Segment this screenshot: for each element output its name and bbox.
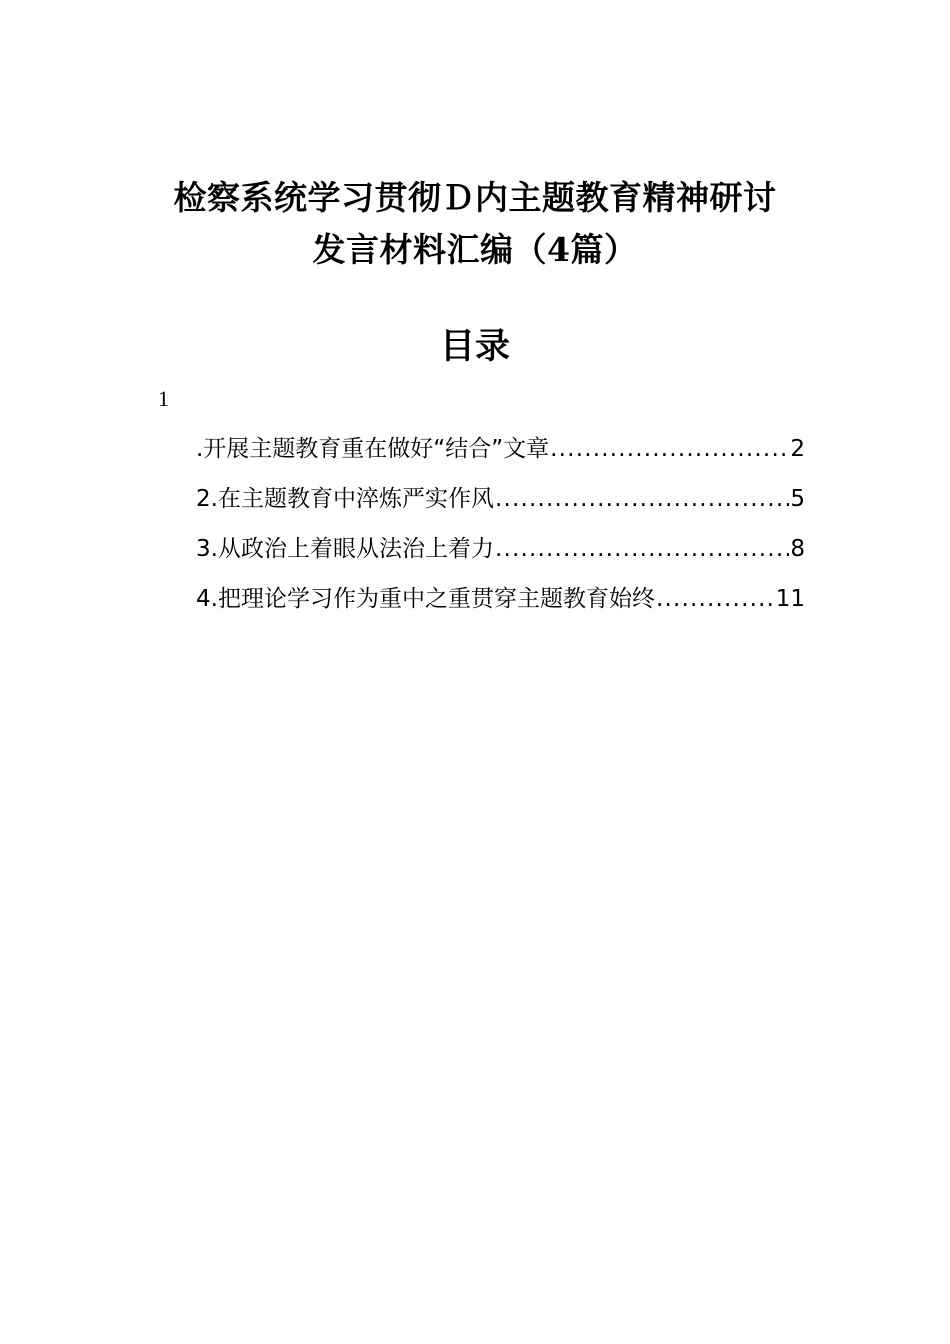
toc-dot-leader (495, 528, 789, 570)
document-title-line-2: 发言材料汇编（4篇） (312, 230, 638, 269)
toc-entry-page: 5 (790, 486, 805, 512)
table-of-contents-heading: 目录 (439, 326, 510, 367)
toc-entry[interactable] (196, 478, 805, 528)
toc-entry[interactable] (196, 528, 805, 578)
toc-dot-leader (656, 578, 775, 620)
toc-entry-title: 4.把理论学习作为重中之重贯穿主题教育始终 (196, 586, 655, 612)
toc-entry-page: 2 (790, 436, 805, 462)
toc-dot-leader (495, 478, 789, 520)
toc-entry-page: 11 (775, 586, 805, 612)
table-of-contents (196, 428, 805, 628)
stray-list-number: 1 (158, 386, 169, 411)
toc-dot-leader (550, 428, 789, 470)
toc-entry-title: 2.在主题教育中淬炼严实作风 (196, 486, 494, 512)
toc-entry-title: .开展主题教育重在做好“结合”文章 (196, 436, 550, 462)
document-title-line-1: 检察系统学习贯彻Ｄ内主题教育精神研讨 (173, 178, 777, 217)
toc-entry-title: 3.从政治上着眼从法治上着力 (196, 536, 494, 562)
toc-entry[interactable] (196, 428, 805, 478)
toc-entry-page: 8 (790, 536, 805, 562)
toc-entry[interactable] (196, 578, 805, 628)
